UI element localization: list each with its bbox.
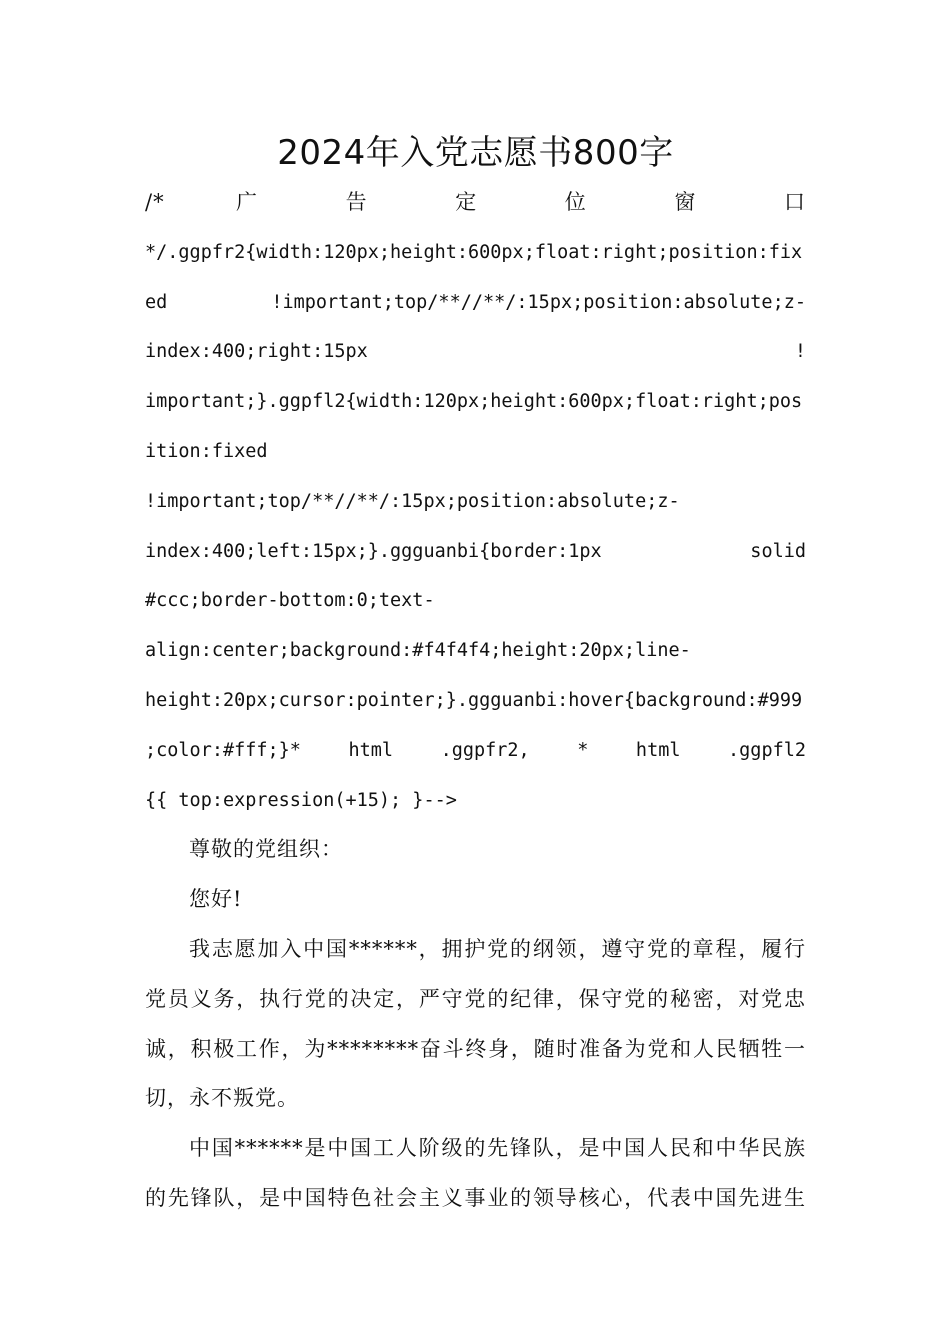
- document-page: [145, 128, 806, 1224]
- document-body: [145, 178, 806, 1224]
- salutation: 尊敬的党组织：: [189, 837, 343, 862]
- paragraph-line: 的先锋队，是中国特色社会主义事业的领导核心，代表中国先进生: [145, 1185, 806, 1210]
- code-line: important;}.ggpfl2{width:120px;height:600px;float:right;pos: [145, 391, 803, 413]
- code-line: index:400;left:15px;}.ggguanbi{border:1px solid: [145, 540, 806, 562]
- greeting: 您好!: [189, 887, 243, 912]
- paragraph-line: 中国******是中国工人阶级的先锋队，是中国人民和中华民族: [189, 1136, 806, 1161]
- paragraph-line: 我志愿加入中国******，拥护党的纲领，遵守党的章程，履行: [189, 936, 806, 961]
- code-line: {{ top:expression(+15); }-->: [145, 789, 457, 811]
- paragraph-line: 党员义务，执行党的决定，严守党的纪律，保守党的秘密，对党忠: [145, 986, 806, 1011]
- code-line: ed !important;top/**//**/:15px;position:absolute;z-: [145, 291, 806, 313]
- code-line: ;color:#fff;}* html .ggpfr2, * html .ggpfl2: [145, 739, 806, 761]
- code-line: ition:fixed: [145, 440, 268, 462]
- code-line: index:400;right:15px !: [145, 341, 806, 363]
- code-line: */.ggpfr2{width:120px;height:600px;float:right;position:fix: [145, 241, 803, 263]
- code-line: #ccc;border-bottom:0;text-: [145, 590, 435, 612]
- code-line: /* 广 告 定 位 窗 口: [145, 190, 806, 214]
- code-line: align:center;background:#f4f4f4;height:20px;line-: [145, 640, 691, 662]
- paragraph-line: 切，永不叛党。: [145, 1086, 299, 1111]
- code-line: height:20px;cursor:pointer;}.ggguanbi:hover{background:#999: [145, 689, 803, 711]
- code-line: !important;top/**//**/:15px;position:absolute;z-: [145, 490, 680, 512]
- paragraph-line: 诚，积极工作，为********奋斗终身，随时准备为党和人民牺牲一: [145, 1036, 806, 1061]
- document-title: 2024年入党志愿书800字: [277, 133, 674, 173]
